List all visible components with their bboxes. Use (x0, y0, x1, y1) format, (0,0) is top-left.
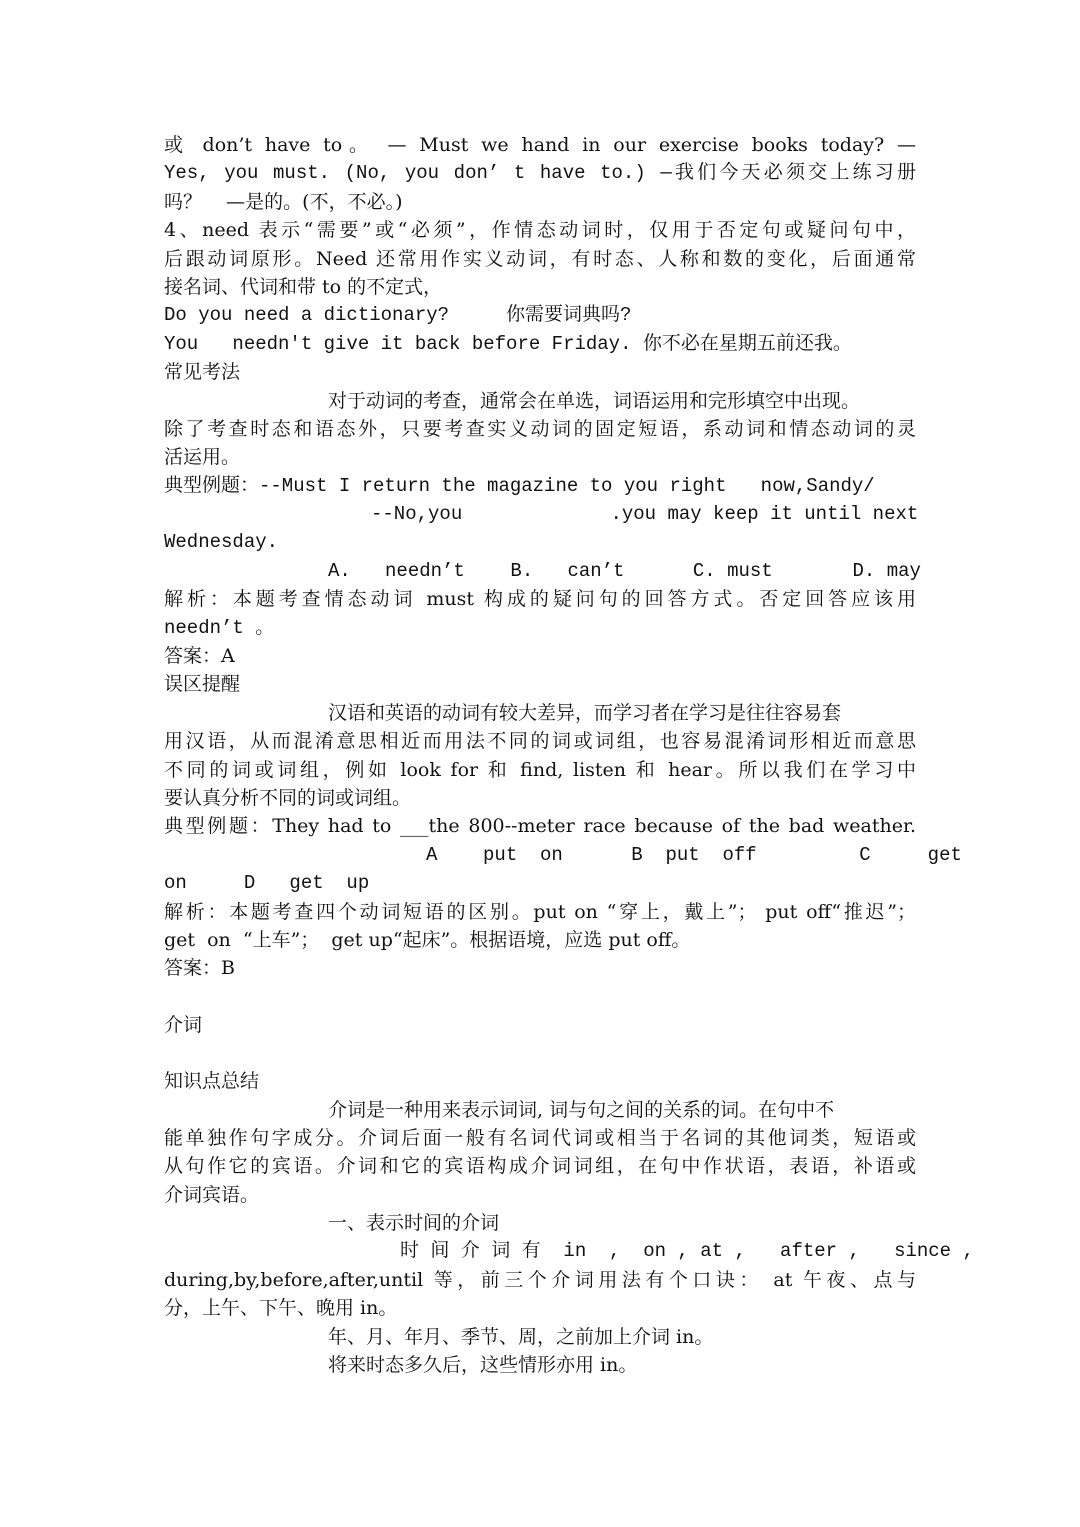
explanation-line: 解析：本题考查四个动词短语的区别。put on “穿上，戴上”； put off“推迟”； (164, 900, 916, 923)
section-heading: 介词 (164, 1013, 203, 1036)
text-line: 吗？ —是的。(不，不必。) (164, 190, 403, 213)
text-line: 或 don’t have to。 — Must we hand in our exercise books today? — (164, 134, 916, 156)
example-question: Wednesday. (164, 531, 279, 554)
text-line: 介词是一种用来表示词词, 词与句之间的关系的词。在句中不 (328, 1098, 835, 1121)
text-line: 除了考查时态和语态外，只要考查实义动词的固定短语，系动词和情态动词的灵 (164, 417, 916, 440)
text-line: 将来时态多久后，这些情形亦用 in。 (328, 1354, 638, 1377)
text-line: Do you need a dictionary? 你需要词典吗? (164, 304, 632, 327)
text-line: 年、月、年月、季节、周，之前加上介词 in。 (328, 1325, 714, 1348)
text-line: 活运用。 (164, 446, 241, 469)
subsection-heading: 一、表示时间的介词 (328, 1212, 500, 1235)
text-line: 时 间 介 词 有 in , on , at , after , since , (400, 1240, 974, 1263)
answer-options: A put on B put off C get (426, 843, 962, 866)
text-line: 分，上午、下午、晚用 in。 (164, 1297, 398, 1320)
example-question: 典型例题：They had to ___the 800--meter race because of the bad weather. (164, 815, 916, 838)
explanation-line: 解析：本题考查情态动词 must 构成的疑问句的回答方式。否定回答应该用 (164, 588, 916, 611)
text-line: 接名词、代词和带 to 的不定式， (164, 275, 443, 298)
text-line: Yes, you must. (No, you don’ t have to.) —我们今天必须交上练习册 (164, 162, 916, 185)
text-line: 要认真分析不同的词或词组。 (164, 786, 412, 809)
section-heading: 常见考法 (164, 361, 241, 384)
text-line: 能单独作句字成分。介词后面一般有名词代词或相当于名词的其他词类，短语或 (164, 1126, 916, 1149)
text-line: 从句作它的宾语。介词和它的宾语构成介词词组，在句中作状语，表语，补语或 (164, 1155, 916, 1178)
answer-line: 答案：A (164, 645, 235, 668)
answer-options: A. needn’t B. can’t C. must D. may (328, 559, 921, 582)
explanation-line: get on “上车”； get up“起床”。根据语境，应选 put off。 (164, 928, 691, 951)
section-heading: 知识点总结 (164, 1070, 260, 1093)
example-question: 典型例题：--Must I return the magazine to you right now,Sandy/ (164, 474, 875, 497)
text-line: 后跟动词原形。Need 还常用作实义动词，有时态、人称和数的变化，后面通常 (164, 247, 916, 270)
section-heading: 误区提醒 (164, 673, 241, 696)
example-question: --No,you .you may keep it until next (371, 503, 919, 526)
text-line: 对于动词的考查，通常会在单选，词语运用和完形填空中出现。 (328, 389, 861, 412)
text-line: during,by,before,after,until 等，前三个介词用法有个口诀： at 午夜、点与 (164, 1268, 916, 1291)
text-line: You needn't give it back before Friday. 你不必在星期五前还我。 (164, 332, 852, 355)
text-line: 用汉语，从而混淆意思相近而用法不同的词或词组，也容易混淆词形相近而意思 (164, 730, 916, 753)
text-line: 汉语和英语的动词有较大差异，而学习者在学习是往往容易套 (328, 701, 842, 724)
text-line: 不同的词或词组，例如 look for 和 find, listen 和 hear。所以我们在学习中 (164, 758, 916, 781)
answer-line: 答案：B (164, 957, 235, 980)
answer-options: on D get up (164, 872, 370, 895)
text-line: 4、need 表示“需要”或“必须”，作情态动词时，仅用于否定句或疑问句中， (164, 219, 916, 242)
explanation-line: needn’t 。 (164, 616, 275, 639)
document-page (164, 131, 974, 1379)
text-line: 介词宾语。 (164, 1183, 260, 1206)
